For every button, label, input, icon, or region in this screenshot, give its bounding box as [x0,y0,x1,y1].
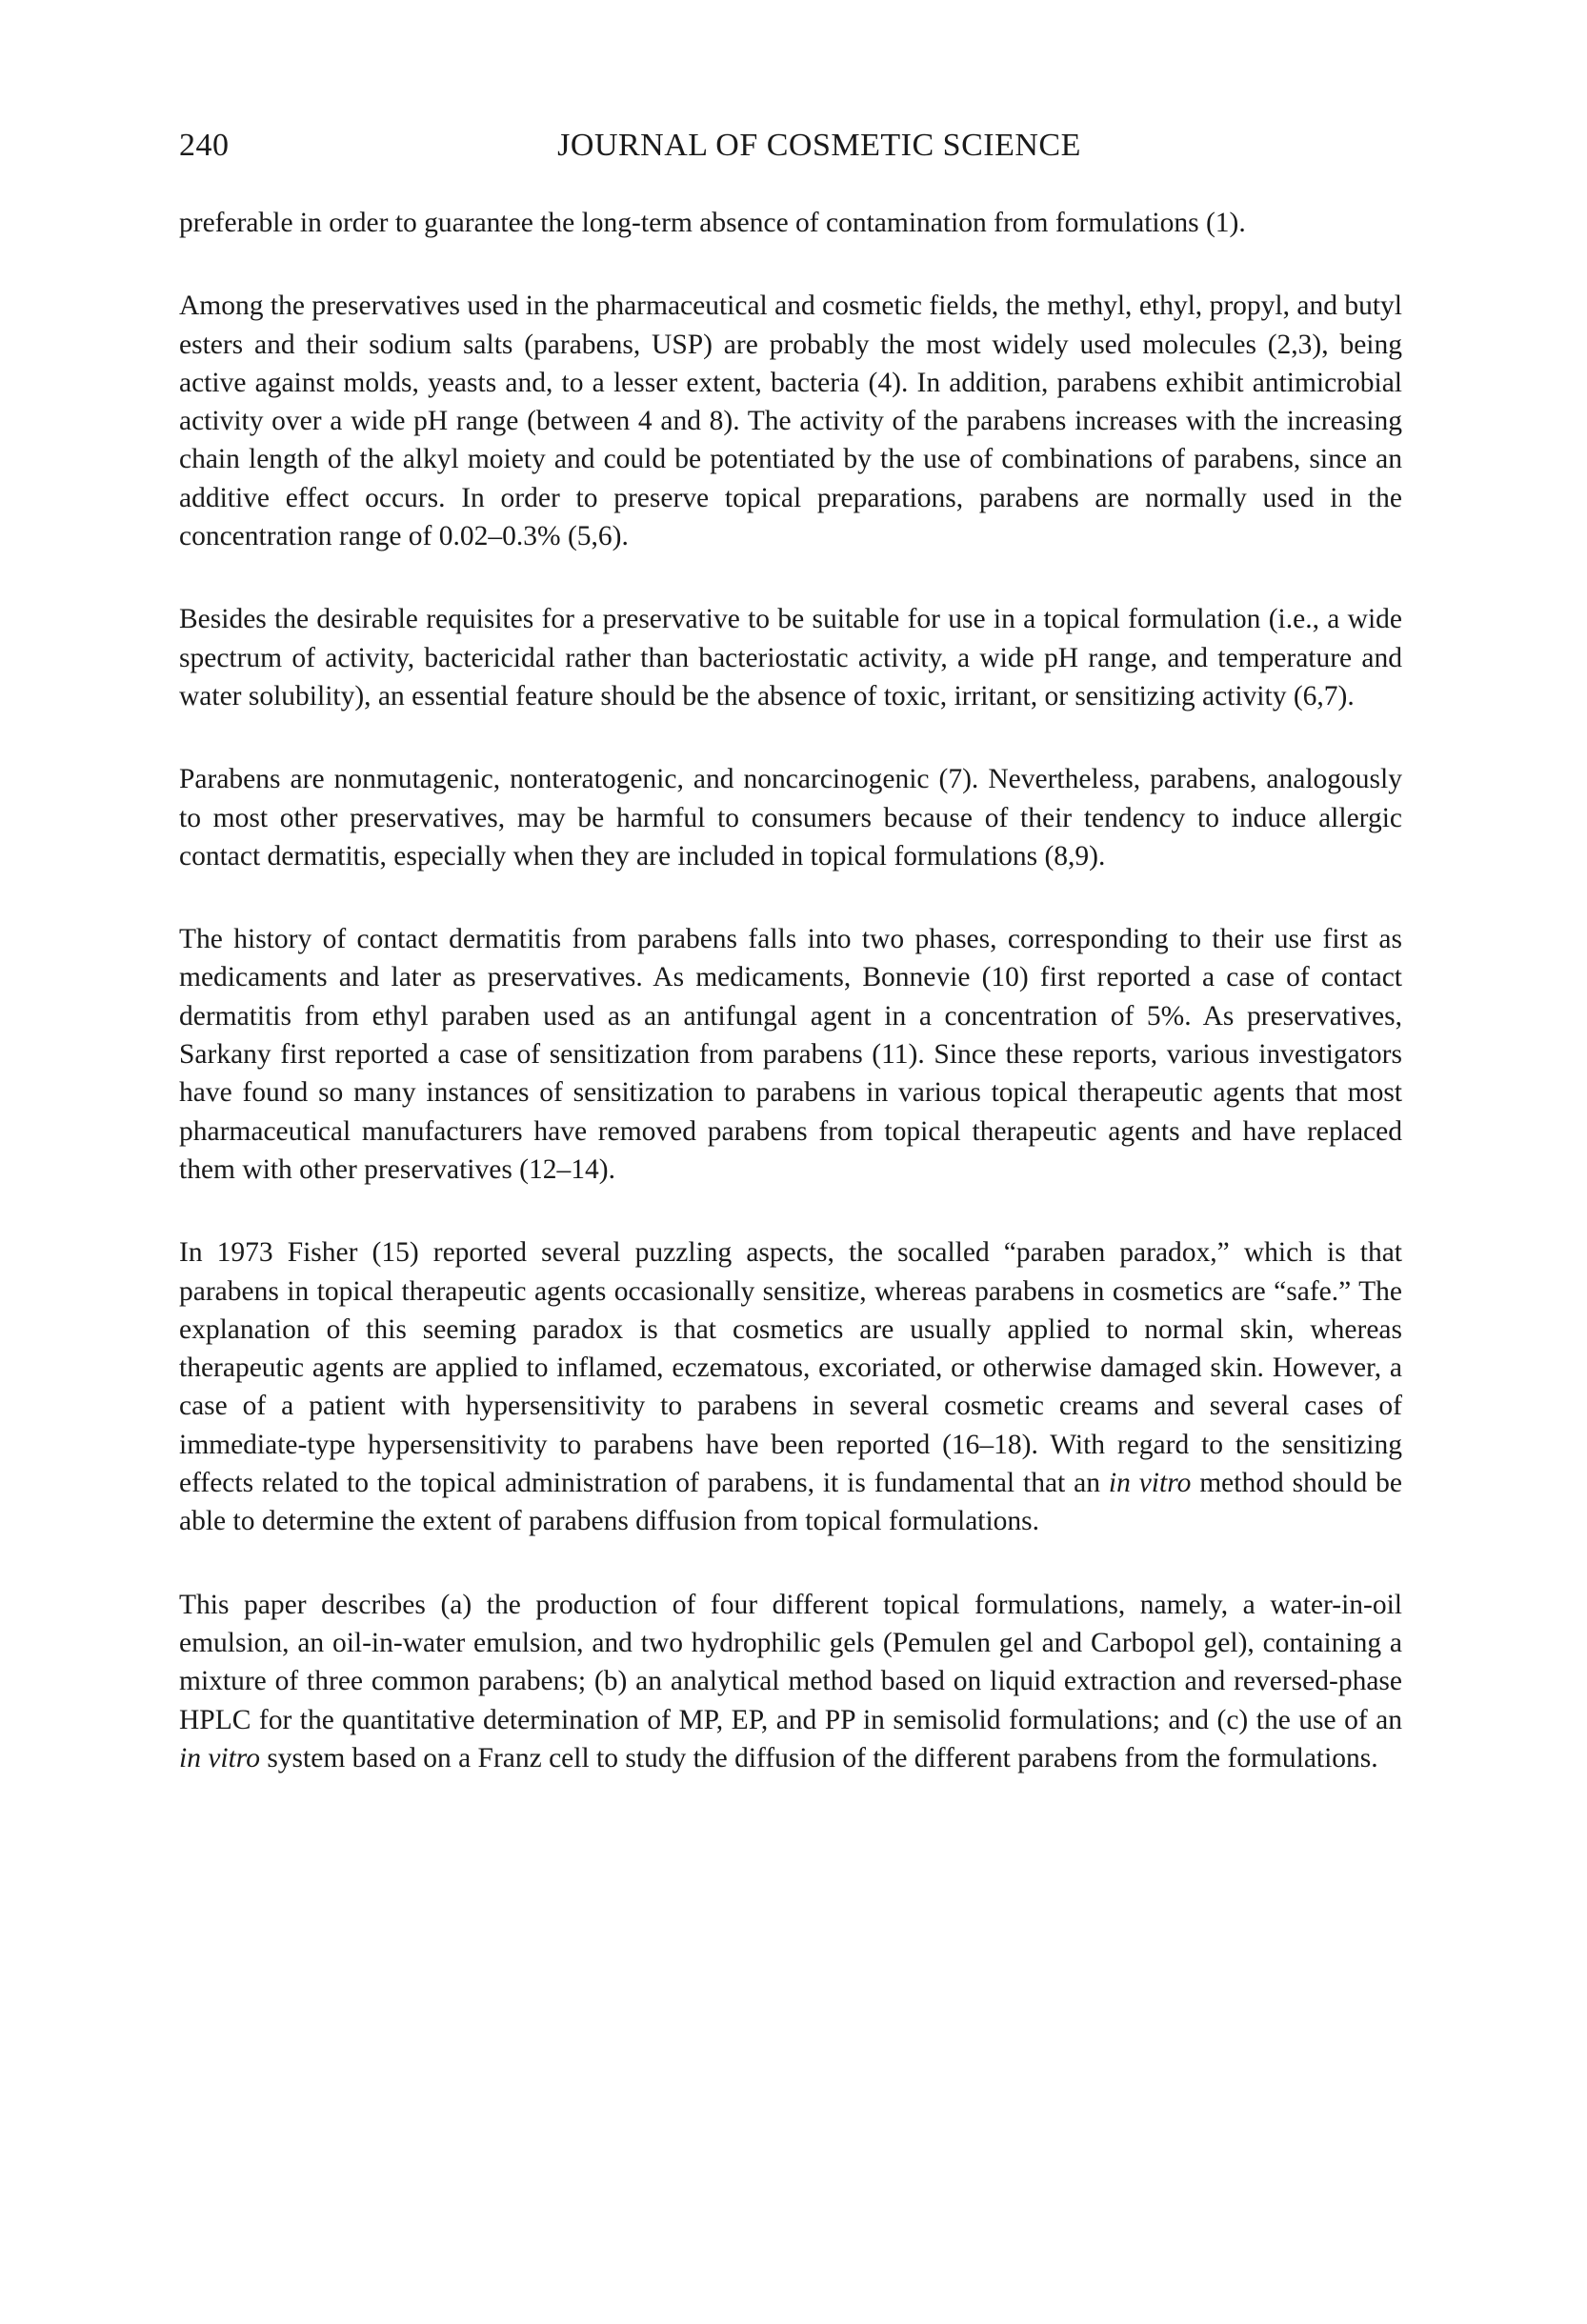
in-vitro-italic: in vitro [179,1742,260,1773]
scope-text-after: system based on a Franz cell to study the diffusion of the different parabens from the formulations. [259,1742,1378,1773]
paradox-text-before: In 1973 Fisher (15) reported several puzzling aspects, the socalled “paraben paradox,” which is that parabens in topical therapeutic agents occasionally sensitize, whereas parabens in cosmetics are “safe.” The explanation of this seeming paradox is that cosmetics are usually applied to normal skin, whereas therapeutic agents are applied to inflamed, eczematous, excoriated, or otherwise damaged skin. However, a case of a patient with hypersensitivity to parabens in several cosmetic creams and several cases of immediate-type hypersensitivity to parabens have been reported (16–18). With regard to the sensitizing effects related to the topical administration of parabens, it is fundamental that an [179,1237,1402,1499]
scope-text-before: This paper describes (a) the production of four different topical formulations, namely, a water-in-oil emulsion, an oil-in-water emulsion, and two hydrophilic gels (Pemulen gel and Carbopol gel), containing a mixture of three common parabens; (b) an analytical method based on liquid extraction and reversed-phase HPLC for the quantitative determination of MP, EP, and PP in semisolid formulations; and (c) the use of an [179,1589,1402,1735]
journal-title: JOURNAL OF COSMETIC SCIENCE [557,128,1081,163]
running-header [179,122,1402,170]
paragraph-history: The history of contact dermatitis from parabens falls into two phases, corresponding to their use first as medicaments and later as preservatives. As medicaments, Bonnevie (10) first reported a case of contact dermatitis from ethyl paraben used as an antifungal agent in a concentration of 5%. As preservatives, Sarkany first reported a case of sensitization from parabens (11). Since these reports, various investigators have found so many instances of sensitization to parabens in various topical therapeutic agents that most pharmaceutical manufacturers have removed parabens from topical therapeutic agents and have replaced them with other preservatives (12–14). [179,924,1402,1185]
paradox-text-after: method should be able to determine the extent of parabens diffusion from topical formulations. [179,1468,1402,1537]
paragraph-requisites: Besides the desirable requisites for a preservative to be suitable for use in a topical formulation (i.e., a wide spectrum of activity, bactericidal rather than bacteriostatic activity, a wide pH range, and temperature and water solubility), an essential feature should be the absence of toxic, irritant, or sensitizing activity (6,7). [179,604,1402,711]
paragraph-paraben-paradox [179,1233,1402,1540]
page-number: 240 [179,128,230,163]
paragraph-contamination: preferable in order to guarantee the long-term absence of contamination from formulations (1). [179,208,1246,238]
paragraph-preservatives: Among the preservatives used in the pharmaceutical and cosmetic fields, the methyl, ethyl, propyl, and butyl esters and their sodium salts (parabens, USP) are probably the most widely used molecules (2,3), being active against molds, yeasts and, to a lesser extent, bacteria (4). In addition, parabens exhibit antimicrobial activity over a wide pH range (between 4 and 8). The activity of the parabens increases with the increasing chain length of the alkyl moiety and could be potentiated by the use of combinations of parabens, since an additive effect occurs. In order to preserve topical preparations, parabens are normally used in the concentration range of 0.02–0.3% (5,6). [179,290,1402,552]
in-vitro-italic: in vitro [1108,1468,1192,1499]
paragraph-paper-scope [179,1586,1402,1777]
paragraph-safety: Parabens are nonmutagenic, nonteratogenic, and noncarcinogenic (7). Nevertheless, parabens, analogously to most other preservatives, may be harmful to consumers because of their tendency to induce allergic contact dermatitis, especially when they are included in topical formulations (8,9). [179,764,1402,872]
body-text [179,204,1402,1822]
